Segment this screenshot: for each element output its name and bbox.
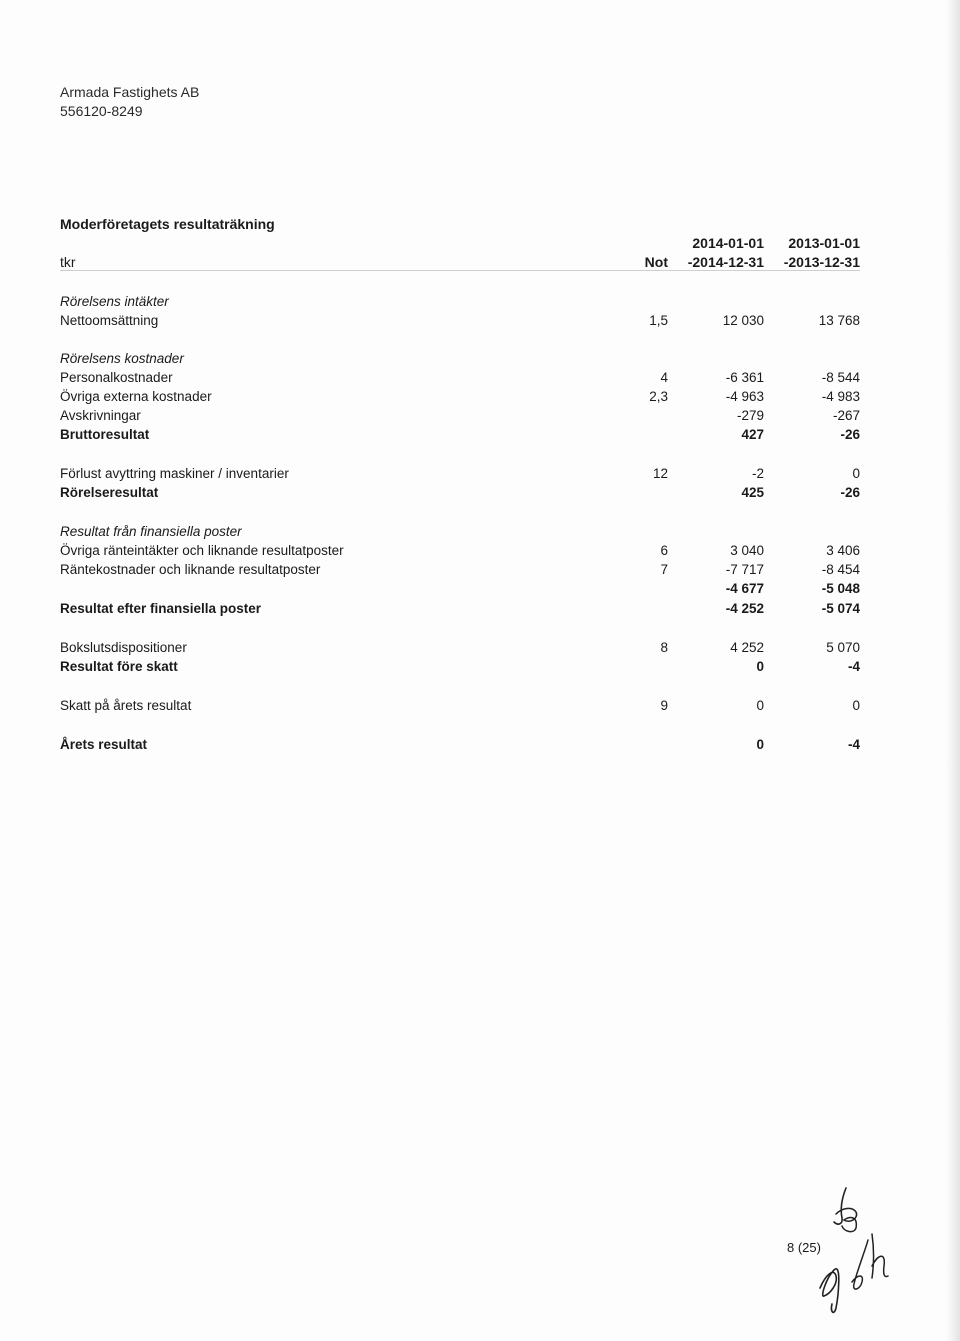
row-label: Årets resultat: [60, 737, 148, 752]
row-label: Rörelseresultat: [60, 485, 159, 500]
table-row: [60, 311, 860, 330]
row-label: Nettoomsättning: [60, 313, 159, 328]
subtotal-row: [60, 657, 860, 676]
row-value-2013: -4 983: [821, 389, 860, 404]
row-note: 12: [652, 466, 668, 481]
row-note: 4: [660, 370, 668, 385]
table-row: [60, 387, 860, 406]
row-label: Räntekostnader och liknande resultatposter: [60, 562, 321, 577]
subtotal-row: [60, 483, 860, 502]
row-value-2014: 427: [741, 427, 764, 442]
row-label: Förlust avyttring maskiner / inventarier: [60, 466, 289, 481]
statement-title: Moderföretagets resultaträkning: [60, 216, 275, 232]
row-note: 7: [660, 562, 668, 577]
row-value-2013: -5 048: [821, 581, 860, 596]
row-label: Övriga ränteintäkter och liknande resultatposter: [60, 543, 344, 558]
row-label: Bruttoresultat: [60, 427, 150, 442]
subtotal-row: [60, 425, 860, 444]
unit-label: tkr: [60, 254, 76, 270]
table-row: [60, 541, 860, 560]
row-label: Rörelsens kostnader: [60, 351, 184, 366]
scan-edge-shadow: [946, 0, 960, 1341]
row-value-2013: -4: [847, 737, 860, 752]
row-value-2014: 425: [741, 485, 764, 500]
section-financial-items: [60, 522, 860, 541]
row-value-2013: 3 406: [826, 543, 860, 558]
period2-header-line1: 2013-01-01: [788, 235, 860, 251]
table-row: [60, 464, 860, 483]
table-row: [60, 560, 860, 579]
row-label: Bokslutsdispositioner: [60, 640, 187, 655]
row-value-2013: 5 070: [826, 640, 860, 655]
row-value-2013: -4: [847, 659, 860, 674]
row-value-2014: -4 252: [725, 601, 764, 616]
total-row: [60, 735, 860, 754]
row-value-2014: 0: [756, 737, 764, 752]
period1-header-line1: 2014-01-01: [692, 235, 764, 251]
subtotal-row: [60, 599, 860, 618]
row-label: Resultat från finansiella poster: [60, 524, 242, 539]
company-name: Armada Fastighets AB: [60, 84, 200, 100]
row-value-2014: -4 963: [725, 389, 764, 404]
company-block: [60, 83, 199, 121]
org-number: 556120-8249: [60, 103, 143, 119]
row-label: Övriga externa kostnader: [60, 389, 212, 404]
row-label: Personalkostnader: [60, 370, 173, 385]
table-row: [60, 406, 860, 425]
row-value-2013: 0: [852, 466, 860, 481]
row-value-2013: -8 544: [821, 370, 860, 385]
row-label: Resultat före skatt: [60, 659, 178, 674]
handwritten-initials-signature: [812, 1178, 902, 1318]
row-value-2014: -6 361: [725, 370, 764, 385]
header-rule: [60, 270, 860, 271]
row-label: Resultat efter finansiella poster: [60, 601, 262, 616]
row-value-2014: 4 252: [730, 640, 764, 655]
row-value-2014: 0: [756, 698, 764, 713]
row-value-2014: -4 677: [725, 581, 764, 596]
row-value-2014: -279: [736, 408, 764, 423]
row-value-2014: -2: [751, 466, 764, 481]
row-note: 2,3: [649, 389, 668, 404]
page-number: 8 (25): [787, 1240, 821, 1255]
row-label: Avskrivningar: [60, 408, 141, 423]
row-note: 9: [660, 698, 668, 713]
row-label: Rörelsens intäkter: [60, 294, 169, 309]
period2-header-line2: -2013-12-31: [783, 254, 860, 270]
table-row: [60, 696, 860, 715]
row-value-2014: 12 030: [722, 313, 764, 328]
row-value-2013: 13 768: [818, 313, 860, 328]
row-value-2013: -26: [840, 427, 860, 442]
row-value-2014: 3 040: [730, 543, 764, 558]
row-note: 6: [660, 543, 668, 558]
row-value-2013: -5 074: [821, 601, 860, 616]
row-value-2014: -7 717: [725, 562, 764, 577]
row-value-2014: 0: [756, 659, 764, 674]
subtotal-row: [60, 579, 860, 598]
row-note: 8: [660, 640, 668, 655]
section-operating-income: [60, 292, 860, 311]
table-row: [60, 368, 860, 387]
row-value-2013: 0: [852, 698, 860, 713]
section-operating-costs: [60, 349, 860, 368]
row-value-2013: -26: [840, 485, 860, 500]
row-label: Skatt på årets resultat: [60, 698, 192, 713]
table-row: [60, 638, 860, 657]
row-note: 1,5: [649, 313, 668, 328]
period1-header-line2: -2014-12-31: [687, 254, 764, 270]
row-value-2013: -267: [832, 408, 860, 423]
row-value-2013: -8 454: [821, 562, 860, 577]
note-column-header: Not: [644, 254, 668, 270]
